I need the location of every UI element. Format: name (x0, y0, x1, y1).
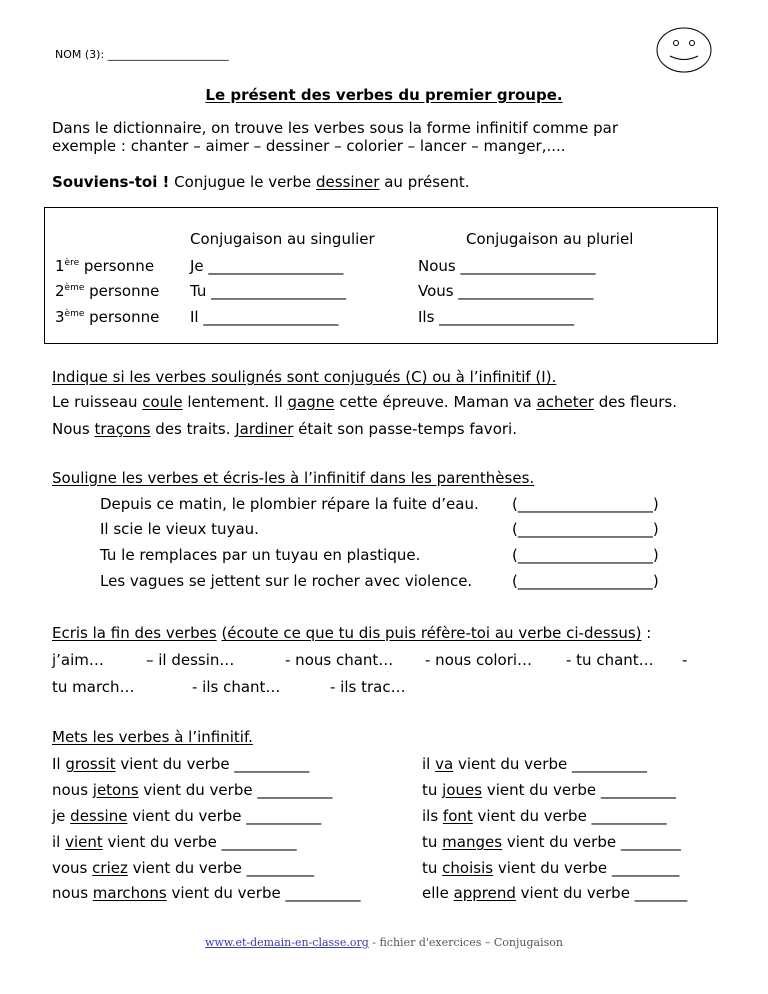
row-label-3 (55, 308, 159, 326)
row-3-singular[interactable]: Il __________________ (190, 308, 339, 326)
text: Le ruisseau (52, 393, 143, 411)
mets-right-6 (422, 884, 687, 902)
col-header-plural: Conjugaison au pluriel (466, 230, 634, 248)
souviens-line (52, 173, 469, 191)
ecris-item: – il dessin… (146, 651, 235, 669)
text: des fleurs. (593, 393, 678, 411)
souligne-sentence-1: Depuis ce matin, le plombier répare la fuite d’eau. (100, 495, 479, 513)
intro-line-2: exemple : chanter – aimer – dessiner – colorier – lancer – manger,.... (52, 137, 566, 155)
intro-line-1: Dans le dictionnaire, on trouve les verbes sous la forme infinitif comme par (52, 119, 619, 137)
row-1-plural[interactable]: Nous __________________ (418, 257, 596, 275)
answer-blank[interactable]: _________ (611, 859, 680, 877)
mets-right-2 (422, 781, 676, 799)
suffix: vient du verbe (502, 833, 621, 851)
verb: choisis (442, 859, 494, 877)
pronoun: je (52, 807, 71, 825)
suffix: vient du verbe (472, 807, 592, 825)
pronoun: vous (52, 859, 93, 877)
souligne-blank-4[interactable]: (__________________) (512, 572, 659, 590)
verb: jetons (92, 781, 139, 799)
smiley-face-icon (655, 25, 713, 75)
verb: dessine (70, 807, 128, 825)
verb: criez (92, 859, 128, 877)
verb: font (442, 807, 473, 825)
answer-blank[interactable]: _________ (246, 859, 315, 877)
mets-right-5 (422, 859, 679, 877)
indique-line-2 (52, 420, 517, 438)
row-label-1 (55, 257, 154, 275)
row-2-singular[interactable]: Tu __________________ (190, 282, 347, 300)
ecris-item: tu march… (52, 678, 135, 696)
verb: grossit (65, 755, 116, 773)
footer (0, 936, 768, 949)
mets-heading: Mets les verbes à l’infinitif. (52, 728, 253, 746)
ecris-item: - ils trac… (330, 678, 406, 696)
row-2-plural[interactable]: Vous __________________ (418, 282, 594, 300)
souligne-blank-3[interactable]: (__________________) (512, 546, 659, 564)
suffix: vient du verbe (166, 884, 286, 902)
ecris-heading-part2: (écoute ce que tu dis puis réfère-toi au verbe ci-dessus) (221, 624, 642, 642)
suffix: vient du verbe (515, 884, 635, 902)
ecris-heading-end: : (641, 624, 652, 642)
mets-left-4 (52, 833, 297, 851)
suffix: vient du verbe (102, 833, 222, 851)
souligne-heading: Souligne les verbes et écris-les à l’infinitif dans les parenthèses. (52, 469, 535, 487)
pronoun: il (52, 833, 66, 851)
mets-right-4 (422, 833, 681, 851)
answer-blank[interactable]: __________ (246, 807, 322, 825)
mets-right-3 (422, 807, 667, 825)
suffix: vient du verbe (127, 807, 247, 825)
suffix: vient du verbe (138, 781, 258, 799)
ecris-heading (52, 624, 651, 642)
ecris-item: - nous chant… (285, 651, 394, 669)
verb: vient (65, 833, 103, 851)
answer-blank[interactable]: __________ (591, 807, 667, 825)
footer-text: - fichier d'exercices – Conjugaison (368, 936, 563, 949)
verb: va (435, 755, 454, 773)
text: lentement. Il (182, 393, 288, 411)
pronoun: tu (422, 781, 443, 799)
row-num: 1 (55, 257, 65, 275)
answer-blank[interactable]: __________ (257, 781, 333, 799)
souligne-blank-1[interactable]: (__________________) (512, 495, 659, 513)
row-1-singular[interactable]: Je __________________ (190, 257, 344, 275)
name-field-label: NOM (3): ______________________ (55, 48, 229, 61)
suffix: vient du verbe (115, 755, 235, 773)
row-3-plural[interactable]: Ils __________________ (418, 308, 575, 326)
mets-left-1 (52, 755, 309, 773)
souligne-sentence-2: Il scie le vieux tuyau. (100, 520, 259, 538)
row-label-text: personne (84, 308, 160, 326)
souviens-text-before: Conjugue le verbe (169, 173, 316, 191)
mets-left-5 (52, 859, 314, 877)
pronoun: nous (52, 781, 93, 799)
mets-left-6 (52, 884, 360, 902)
suffix: vient du verbe (453, 755, 572, 773)
answer-blank[interactable]: __________ (234, 755, 310, 773)
suffix: vient du verbe (127, 859, 247, 877)
ecris-item: - (682, 651, 688, 669)
text: cette épreuve. Maman va (334, 393, 537, 411)
verb: marchons (92, 884, 167, 902)
row-label-2 (55, 282, 159, 300)
mets-left-2 (52, 781, 332, 799)
pronoun: nous (52, 884, 93, 902)
mets-right-1 (422, 755, 647, 773)
verb: apprend (453, 884, 516, 902)
footer-link[interactable]: www.et-demain-en-classe.org (205, 936, 369, 949)
souligne-sentence-4: Les vagues se jettent sur le rocher avec violence. (100, 572, 473, 590)
answer-blank[interactable]: ________ (620, 833, 681, 851)
answer-blank[interactable]: _______ (634, 884, 688, 902)
underlined-verb: gagne (287, 393, 335, 411)
souviens-label: Souviens-toi ! (52, 173, 170, 191)
text: des traits. (150, 420, 236, 438)
row-label-text: personne (79, 257, 155, 275)
underlined-verb: Jardiner (235, 420, 294, 438)
text: Nous (52, 420, 95, 438)
answer-blank[interactable]: __________ (221, 833, 297, 851)
pronoun: ils (422, 807, 443, 825)
row-label-text: personne (84, 282, 160, 300)
ecris-item: j’aim… (52, 651, 104, 669)
text: était son passe-temps favori. (293, 420, 517, 438)
pronoun: tu (422, 833, 443, 851)
row-sup: ème (64, 283, 85, 293)
suffix: vient du verbe (482, 781, 601, 799)
souligne-blank-2[interactable]: (__________________) (512, 520, 659, 538)
souviens-text-after: au présent. (379, 173, 470, 191)
page-title: Le présent des verbes du premier groupe. (205, 86, 563, 104)
ecris-item: - ils chant… (192, 678, 281, 696)
pronoun: Il (52, 755, 66, 773)
souligne-sentence-3: Tu le remplaces par un tuyau en plastique. (100, 546, 421, 564)
underlined-verb: coule (142, 393, 183, 411)
indique-heading: Indique si les verbes soulignés sont conjugués (C) ou à l’infinitif (I). (52, 368, 557, 386)
row-num: 3 (55, 308, 65, 326)
ecris-item: - nous colori… (425, 651, 533, 669)
ecris-heading-part1: Ecris la fin des verbes (52, 624, 217, 642)
mets-left-3 (52, 807, 321, 825)
indique-line-1 (52, 393, 677, 411)
ecris-item: - tu chant… (566, 651, 654, 669)
answer-blank[interactable]: __________ (285, 884, 361, 902)
underlined-verb: acheter (536, 393, 594, 411)
row-num: 2 (55, 282, 65, 300)
verb: joues (442, 781, 483, 799)
pronoun: tu (422, 859, 443, 877)
pronoun: il (422, 755, 436, 773)
pronoun: elle (422, 884, 454, 902)
underlined-verb: traçons (94, 420, 151, 438)
verb: manges (442, 833, 503, 851)
answer-blank[interactable]: __________ (600, 781, 676, 799)
col-header-singular: Conjugaison au singulier (190, 230, 375, 248)
souviens-verb: dessiner (316, 173, 380, 191)
suffix: vient du verbe (493, 859, 612, 877)
row-sup: ème (64, 309, 85, 319)
row-sup: ère (64, 258, 80, 268)
answer-blank[interactable]: __________ (571, 755, 647, 773)
